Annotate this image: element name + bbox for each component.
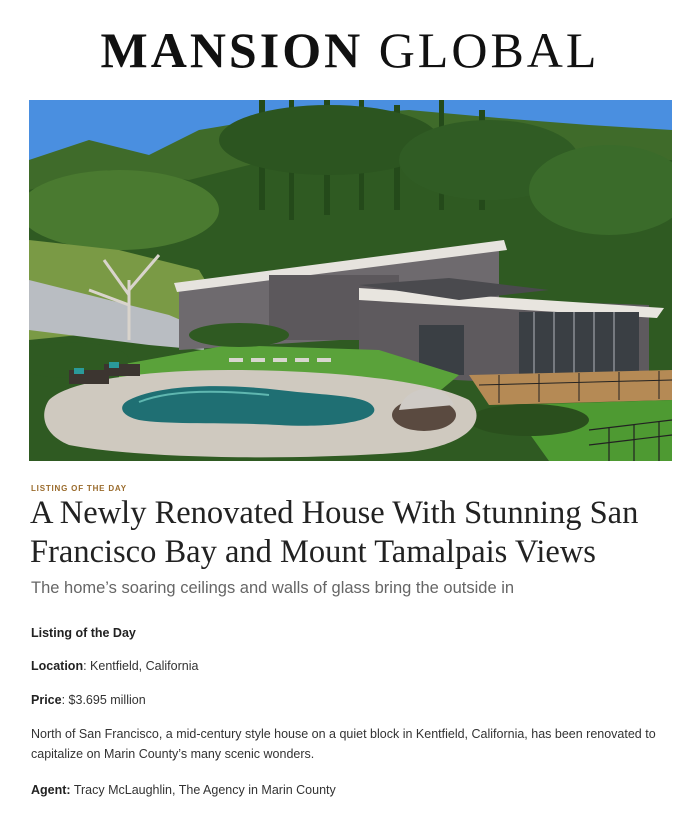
article-headline: A Newly Renovated House With Stunning San Francisco Bay and Mount Tamalpais Views [30,495,639,570]
article-dek: The home’s soaring ceilings and walls of glass bring the outside in [31,579,515,597]
price-line [31,690,671,710]
brand-light: GLOBAL [378,22,600,78]
agent-line [31,780,671,800]
house-photo-icon [29,100,672,461]
price-label: Price [31,693,62,707]
brand-bold: MANSION [100,22,364,78]
price-value: : $3.695 million [61,693,146,707]
hero-image [29,100,672,461]
section-title: Listing of the Day [31,626,136,640]
location-line [31,656,671,676]
description-paragraph: North of San Francisco, a mid-century style house on a quiet block in Kentfield, California, has been renovated to capitalize on Marin County’s many scenic wonders. [31,727,656,761]
agent-value: Tracy McLaughlin, The Agency in Marin County [70,783,336,797]
agent-label: Agent: [31,783,71,797]
masthead-logo[interactable] [0,22,700,78]
location-label: Location [31,659,84,673]
article-kicker[interactable]: LISTING OF THE DAY [31,484,127,493]
location-value: : Kentfield, California [83,659,199,673]
